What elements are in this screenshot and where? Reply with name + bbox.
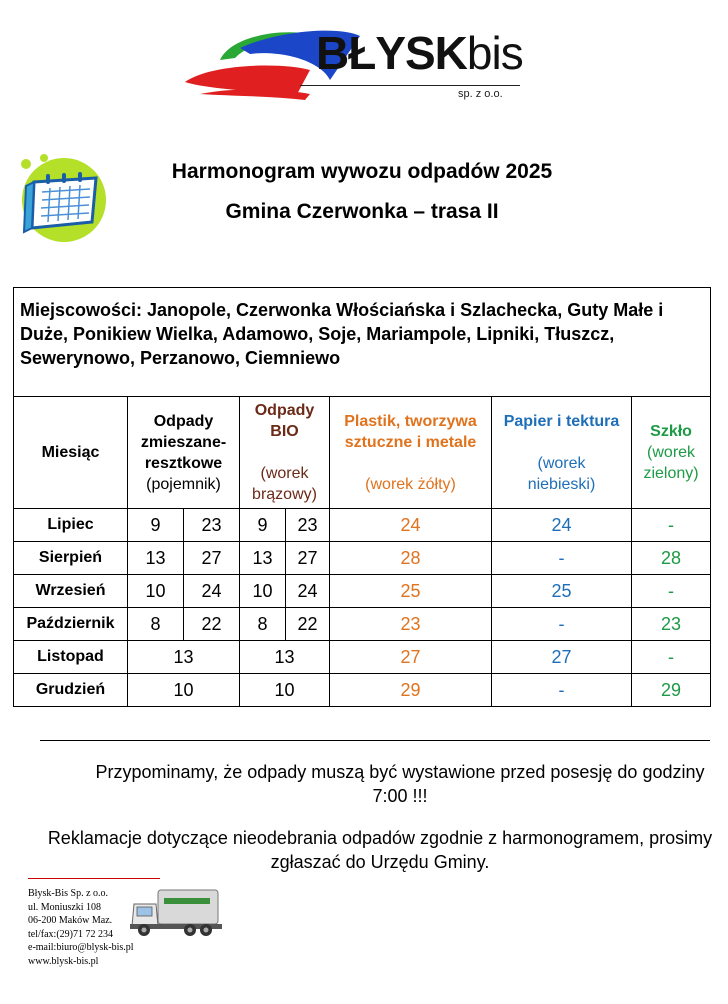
plastic-date-cell: 24 (330, 509, 492, 542)
month-cell: Lipiec (14, 509, 128, 542)
glass-date-cell: - (632, 575, 711, 608)
schedule-rows (14, 509, 711, 707)
header-plastic: Plastik, tworzywa sztuczne i metale (worek żółty) (330, 397, 492, 509)
locations-text: Miejscowości: Janopole, Czerwonka Włościańska i Szlachecka, Guty Małe i Duże, Ponikiew Wielka, Adamowo, Soje, Mariampole, Lipniki, Tłuszcz, Sewerynowo, Perzanowo, Ciemniewo (14, 288, 711, 397)
plastic-date-cell: 28 (330, 542, 492, 575)
table-row (14, 542, 711, 575)
bio-date-cell: 9 (240, 509, 286, 542)
month-cell: Październik (14, 608, 128, 641)
garbage-truck-icon (128, 880, 224, 940)
glass-date-cell: 23 (632, 608, 711, 641)
bio-date-cell: 10 (240, 674, 330, 707)
header-row (14, 397, 711, 509)
header-bio: Odpady BIO (worek brązowy) (240, 397, 330, 509)
header-month: Miesiąc (14, 397, 128, 509)
mixed-date-cell: 9 (128, 509, 184, 542)
month-cell: Sierpień (14, 542, 128, 575)
paper-date-cell: - (492, 542, 632, 575)
bio-date-cell: 24 (286, 575, 330, 608)
table-row (14, 674, 711, 707)
mixed-date-cell: 8 (128, 608, 184, 641)
bio-date-cell: 13 (240, 542, 286, 575)
logo-subtitle: sp. z o.o. (458, 88, 503, 100)
plastic-date-cell: 25 (330, 575, 492, 608)
month-cell: Grudzień (14, 674, 128, 707)
mixed-date-cell: 10 (128, 674, 240, 707)
table-row (14, 608, 711, 641)
header-glass: Szkło (worek zielony) (632, 397, 711, 509)
company-contact (28, 887, 134, 968)
footer-city: 06-200 Maków Maz. (28, 915, 113, 926)
footer-email[interactable]: e-mail:biuro@blysk-bis.pl (28, 942, 134, 953)
month-cell: Wrzesień (14, 575, 128, 608)
bio-date-cell: 27 (286, 542, 330, 575)
table-row (14, 575, 711, 608)
plastic-date-cell: 23 (330, 608, 492, 641)
table-row (14, 509, 711, 542)
logo-underline (300, 85, 520, 86)
locations-row (14, 288, 711, 397)
bio-date-cell: 23 (286, 509, 330, 542)
glass-date-cell: - (632, 641, 711, 674)
divider (40, 740, 710, 741)
footer-street: ul. Moniuszki 108 (28, 901, 102, 913)
page-title: Harmonogram wywozu odpadów 2025 (171, 160, 553, 183)
table-row (14, 641, 711, 674)
paper-date-cell: - (492, 674, 632, 707)
page-subtitle: Gmina Czerwonka – trasa II (225, 200, 499, 223)
calendar-icon (12, 152, 110, 244)
glass-date-cell: - (632, 509, 711, 542)
bio-date-cell: 13 (240, 641, 330, 674)
footer-phone: tel/fax:(29)71 72 234 (28, 928, 113, 940)
footer-divider (28, 878, 160, 879)
header-paper: Papier i tektura (worek niebieski) (492, 397, 632, 509)
footer-company: Błysk-Bis Sp. z o.o. (28, 888, 109, 899)
paper-date-cell: 27 (492, 641, 632, 674)
reminder-text: Przypominamy, że odpady muszą być wystawione przed posesję do godziny 7:00 !!! (95, 762, 705, 806)
logo-text: BŁYSKbis (316, 27, 523, 79)
paper-date-cell: 25 (492, 575, 632, 608)
paper-date-cell: - (492, 608, 632, 641)
header-mixed: Odpady zmieszane- resztkowe (pojemnik) (128, 397, 240, 509)
mixed-date-cell: 13 (128, 542, 184, 575)
schedule-table (13, 287, 711, 707)
plastic-date-cell: 29 (330, 674, 492, 707)
mixed-date-cell: 22 (184, 608, 240, 641)
mixed-date-cell: 13 (128, 641, 240, 674)
glass-date-cell: 28 (632, 542, 711, 575)
mixed-date-cell: 24 (184, 575, 240, 608)
complaint-text: Reklamacje dotyczące nieodebrania odpadów zgodnie z harmonogramem, prosimy zgłaszać do Urzędu Gminy. (47, 828, 713, 872)
bio-date-cell: 22 (286, 608, 330, 641)
month-cell: Listopad (14, 641, 128, 674)
glass-date-cell: 29 (632, 674, 711, 707)
mixed-date-cell: 23 (184, 509, 240, 542)
paper-date-cell: 24 (492, 509, 632, 542)
mixed-date-cell: 10 (128, 575, 184, 608)
plastic-date-cell: 27 (330, 641, 492, 674)
footer-www[interactable]: www.blysk-bis.pl (28, 955, 99, 967)
bio-date-cell: 10 (240, 575, 286, 608)
bio-date-cell: 8 (240, 608, 286, 641)
mixed-date-cell: 27 (184, 542, 240, 575)
